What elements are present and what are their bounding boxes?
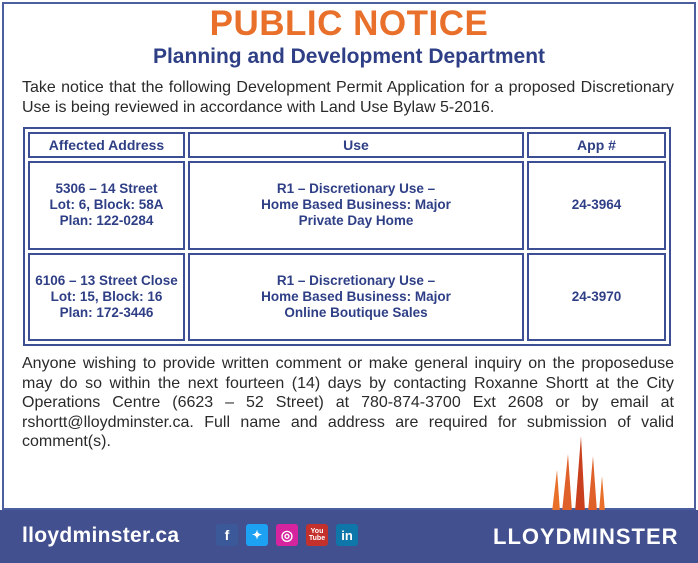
logo-spire-4 [588,456,597,512]
app-number-cell: 24-3970 [527,253,666,342]
address-line: Plan: 122-0284 [59,213,154,229]
lloydminster-logo-icon [548,432,606,514]
applications-table [23,127,671,346]
address-cell [28,161,185,250]
logo-spire-2 [562,454,572,512]
column-header-use: Use [188,132,524,158]
logo-spire-3 [575,436,585,512]
logo-spire-1 [552,470,560,512]
column-header-app-number: App # [527,132,666,158]
linkedin-icon[interactable]: in [336,524,358,546]
instagram-icon[interactable]: ◎ [276,524,298,546]
column-header-address: Affected Address [28,132,185,158]
address-line: 5306 – 14 Street [55,181,158,197]
app-number-cell: 24-3964 [527,161,666,250]
use-cell [188,253,524,342]
intro-paragraph: Take notice that the following Development Permit Application for a proposed Discretionary Use is being reviewed in accordance with Land Use Bylaw 5-2016. [22,79,674,116]
use-line: Online Boutique Sales [284,304,428,320]
youtube-icon[interactable]: You Tube [306,524,328,546]
use-line: Home Based Business: Major [261,288,451,304]
use-line: R1 – Discretionary Use – [276,181,436,197]
brand-wordmark: LLOYDMINSTER [493,524,679,549]
table-row [28,253,666,342]
table-row [28,161,666,250]
social-icons [216,524,358,546]
use-line: Home Based Business: Major [261,197,451,213]
logo-spire-5 [599,476,605,512]
department-subtitle: Planning and Development Department [152,45,546,68]
website-link[interactable]: lloydminster.ca [22,524,180,547]
table-header-row [28,132,666,158]
twitter-icon[interactable]: ✦ [246,524,268,546]
address-line: 6106 – 13 Street Close [35,272,178,288]
address-line: Lot: 15, Block: 16 [50,288,163,304]
use-line: Private Day Home [298,213,414,229]
address-cell [28,253,185,342]
use-line: R1 – Discretionary Use – [276,272,436,288]
facebook-icon[interactable]: f [216,524,238,546]
contact-paragraph: Anyone wishing to provide written comment or make general inquiry on the proposeduse may do so within the next fourteen (14) days by contacting Roxanne Shortt at the City Operations Centre (6623 – 52 Street) at 780-874-3700 Ext 2608 or by email at rshortt@lloydminster.ca. Full name and address are required for submission of valid comment(s). [22,355,674,450]
address-line: Lot: 6, Block: 58A [49,197,164,213]
address-line: Plan: 172-3446 [59,304,154,320]
page-title: PUBLIC NOTICE [209,4,489,43]
use-cell [188,161,524,250]
footer-bar [0,510,698,563]
